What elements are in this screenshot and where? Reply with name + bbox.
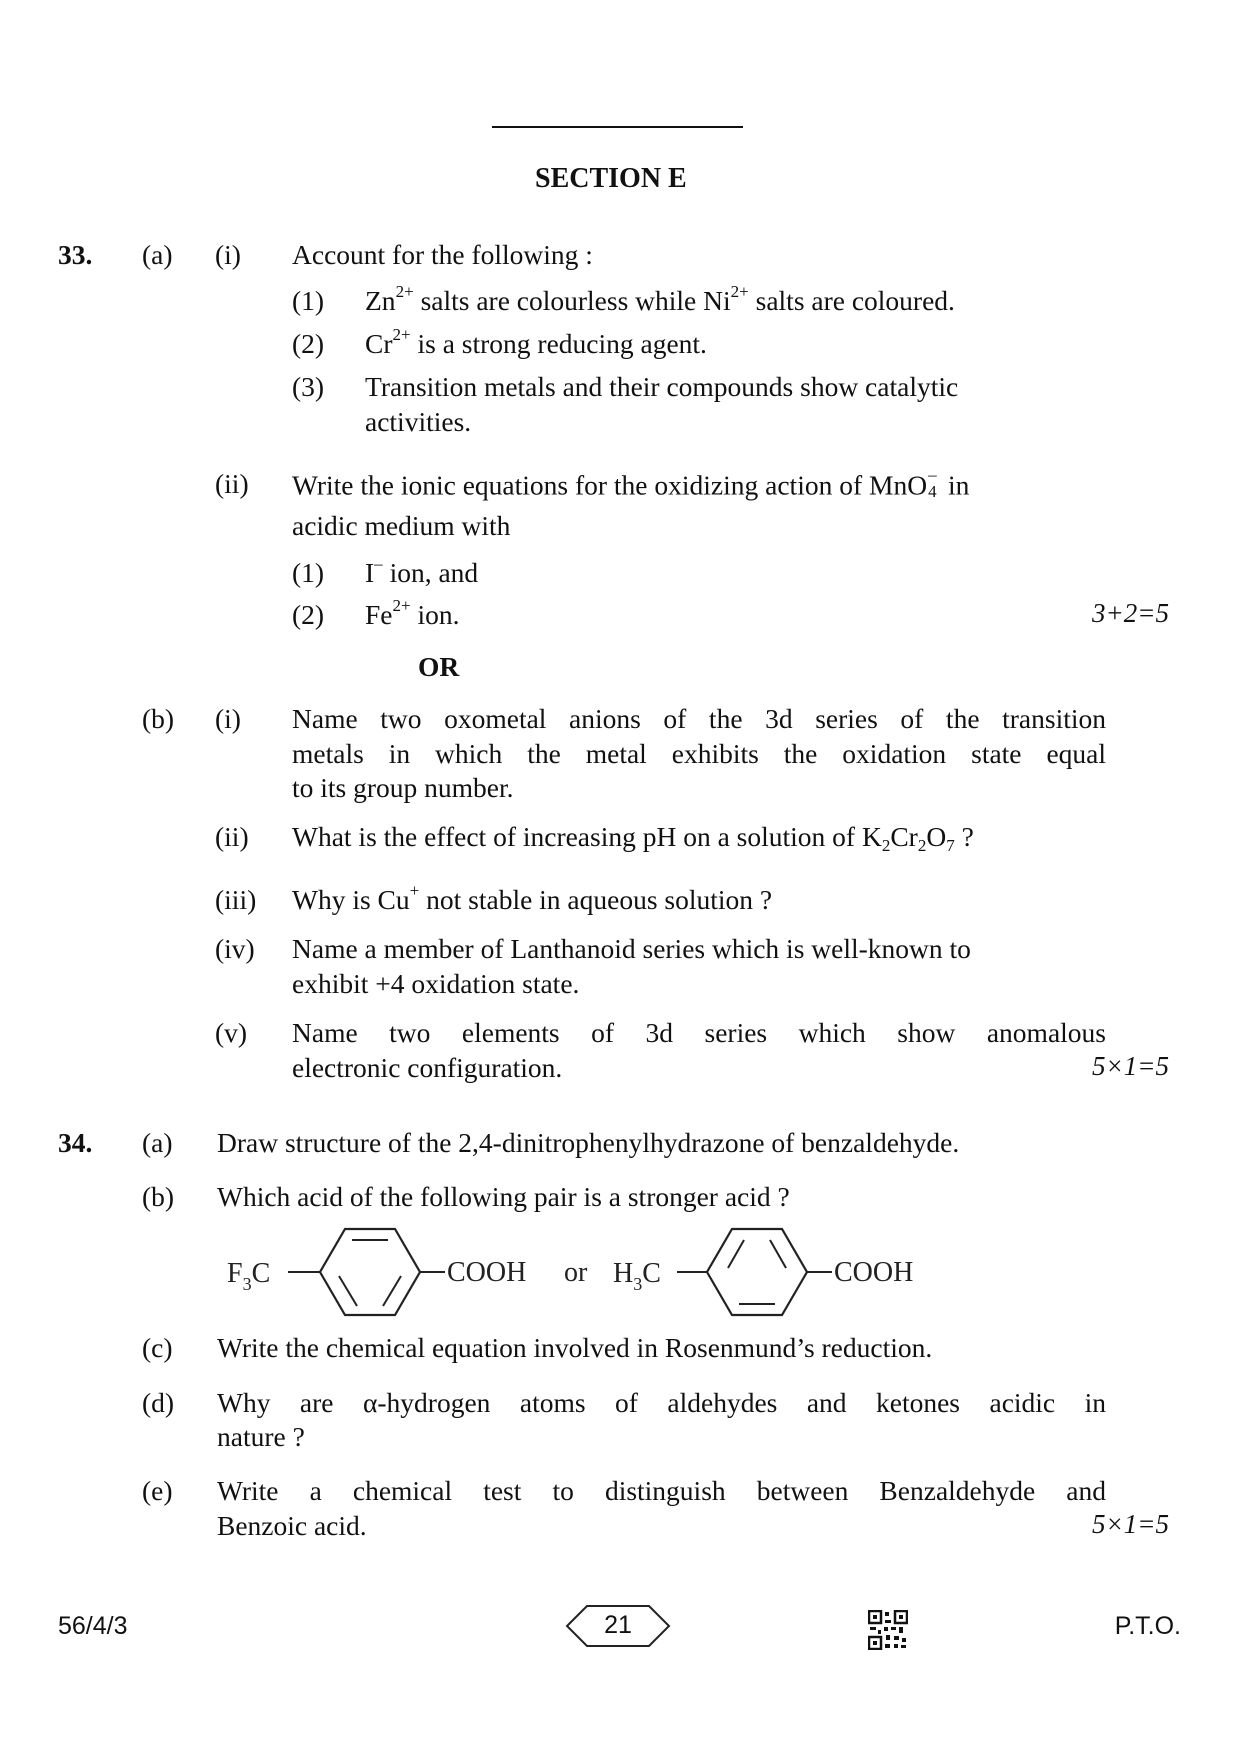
acid-pair-structures: [215, 1220, 955, 1325]
q34-a-label: (a): [142, 1127, 173, 1158]
top-rule: [492, 126, 743, 128]
q33-b-i-line-3: to its group number.: [292, 772, 514, 803]
q33-b-iii-text: Why is Cu+ not stable in aqueous solution ?: [292, 881, 773, 915]
q34-c-text: Write the chemical equation involved in Rosenmund’s reduction.: [217, 1332, 933, 1363]
or-text: or: [564, 1257, 588, 1288]
q34-c-label: (c): [142, 1332, 173, 1363]
q34-e-label: (e): [142, 1475, 173, 1506]
right-substituent: $H_3C$: [613, 1258, 661, 1294]
q33-b-v-line-2: electronic configuration.: [292, 1052, 563, 1083]
q33-b-marks: 5×1=5: [1092, 1051, 1169, 1081]
q34-e-line-1: Write a chemical test to distinguish between Benzaldehyde and: [217, 1475, 1106, 1506]
q33-b-iv-line-2: exhibit +4 oxidation state.: [292, 968, 580, 999]
q33-a-i-item-2: $Cr^{2+}$ is a strong reducing agent.: [365, 325, 707, 359]
q33-b-i-line-2: metals in which the metal exhibits the oxidation state equal: [292, 738, 1106, 769]
q34-marks: 5×1=5: [1092, 1509, 1169, 1539]
q33-b-v-line-1: Name two elements of 3d series which show anomalous: [292, 1017, 1106, 1048]
left-benzene-ring: [320, 1229, 420, 1315]
paper-code: 56/4/3: [58, 1612, 128, 1640]
q33-a-i-text: Account for the following :: [292, 239, 593, 270]
q33-b-i-label: (i): [215, 703, 241, 734]
question-34-number: 34.: [58, 1127, 93, 1158]
q33-a-i-item-1-label: (1): [292, 285, 325, 316]
q34-e-line-2: Benzoic acid.: [217, 1510, 367, 1541]
question-33-number: 33.: [58, 239, 93, 270]
q34-b-label: (b): [142, 1181, 175, 1212]
q34-d-label: (d): [142, 1387, 175, 1418]
left-acid-group: COOH: [447, 1257, 527, 1288]
q33-a-ii-item-2-label: (2): [292, 599, 325, 630]
q33-b-iv-line-1: Name a member of Lanthanoid series which is well-known to: [292, 933, 971, 964]
q34-b-text: Which acid of the following pair is a stronger acid ?: [217, 1181, 790, 1212]
q34-d-line-2: nature ?: [217, 1421, 305, 1452]
q33-a-ii-line-2: acidic medium with: [292, 510, 511, 541]
q33-b-v-label: (v): [215, 1017, 248, 1048]
q34-a-text: Draw structure of the 2,4-dinitrophenylhydrazone of benzaldehyde.: [217, 1127, 960, 1158]
q33-a-i-item-2-label: (2): [292, 328, 325, 359]
q33-a-i-item-3-label: (3): [292, 371, 325, 402]
q33-a-ii-line-1: Write the ionic equations for the oxidizing action of MnO – 4 in: [292, 464, 970, 501]
q33-a-ii-item-2: $Fe^{2+}$ ion.: [365, 596, 460, 630]
page-number: 21: [604, 1611, 632, 1639]
right-benzene-ring: [707, 1229, 807, 1315]
q33-part-b-label: (b): [142, 703, 175, 734]
q33-part-a-label: (a): [142, 239, 173, 270]
q33-a-i-item-3-line-2: activities.: [365, 406, 472, 437]
section-title: SECTION E: [535, 163, 687, 194]
or-separator: OR: [418, 651, 460, 682]
q33-a-i-label: (i): [215, 239, 241, 270]
q33-b-i-line-1: Name two oxometal anions of the 3d series of the transition: [292, 703, 1106, 734]
q33-a-marks: 3+2=5: [1092, 598, 1169, 628]
q33-a-ii-item-1: I– ion, and: [365, 554, 479, 588]
q33-b-ii-text: What is the effect of increasing pH on a solution of $K_2Cr_2O_7$ ?: [292, 821, 974, 856]
q33-b-iv-label: (iv): [215, 933, 255, 964]
qr-code-icon: [868, 1610, 908, 1650]
q34-d-line-1: Why are α-hydrogen atoms of aldehydes and ketones acidic in: [217, 1387, 1106, 1418]
right-acid-group: COOH: [834, 1257, 914, 1288]
pto-text: P.T.O.: [1114, 1612, 1181, 1640]
q33-a-ii-label: (ii): [215, 468, 249, 499]
q33-a-ii-item-1-label: (1): [292, 557, 325, 588]
q33-b-ii-label: (ii): [215, 821, 249, 852]
q33-a-i-item-1: $Zn^{2+}$ salts are colourless while $Ni^{2+}$ salts are coloured.: [365, 282, 955, 316]
q33-b-iii-label: (iii): [215, 884, 257, 915]
q33-a-i-item-3-line-1: Transition metals and their compounds show catalytic: [365, 371, 959, 402]
left-substituent: $F_3C$: [227, 1258, 271, 1294]
